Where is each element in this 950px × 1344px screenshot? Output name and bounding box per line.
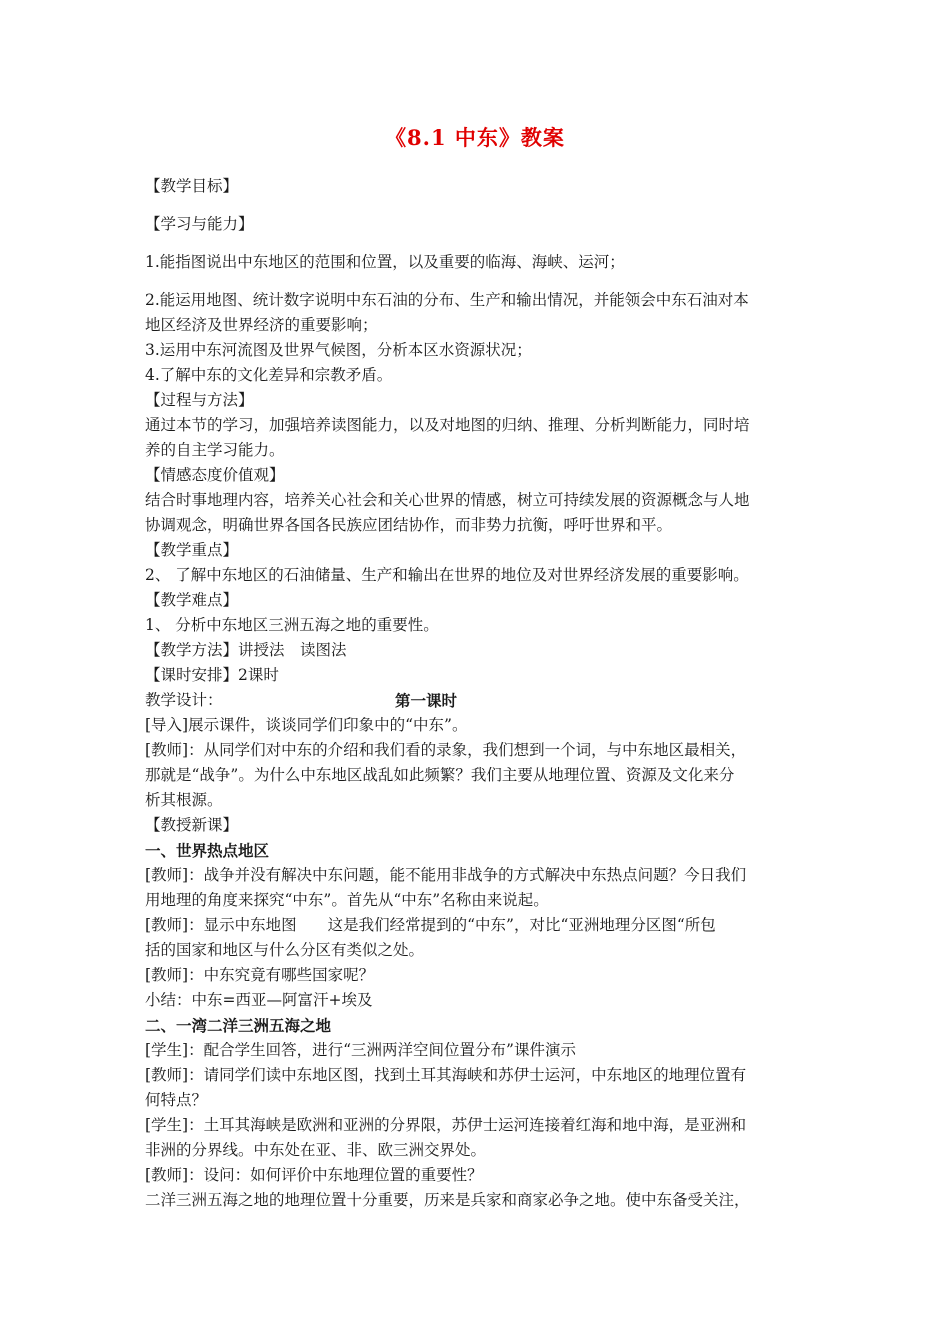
document-title: 《8.1 中东》教案 bbox=[385, 125, 565, 150]
paragraph-line: 用地理的角度来探究“中东”。首先从“中东”名称由来说起。 bbox=[145, 891, 549, 909]
first-lesson-title: 第一课时 bbox=[395, 691, 458, 710]
heading-attitude-values: 【情感态度价值观】 bbox=[145, 466, 285, 484]
paragraph-line: [教师]：中东究竟有哪些国家呢？ bbox=[145, 966, 375, 984]
paragraph-line: 3.运用中东河流图及世界气候图，分析本区水资源状况； bbox=[145, 341, 532, 359]
paragraph-line: 养的自主学习能力。 bbox=[145, 441, 285, 459]
document-body bbox=[145, 174, 815, 1213]
heading-new-lesson: 【教授新课】 bbox=[145, 816, 239, 834]
teaching-methods-line: 【教学方法】讲授法 读图法 bbox=[145, 641, 347, 659]
section-heading-1: 一、世界热点地区 bbox=[145, 841, 270, 860]
paragraph-line: [学生]：土耳其海峡是欧洲和亚洲的分界限，苏伊士运河连接着红海和地中海，是亚洲和 bbox=[145, 1116, 747, 1134]
paragraph-line: 2、 了解中东地区的石油储量、生产和输出在世界的地位及对世界经济发展的重要影响。 bbox=[145, 566, 749, 584]
heading-learning-ability: 【学习与能力】 bbox=[145, 215, 254, 233]
paragraph-line: 那就是“战争”。为什么中东地区战乱如此频繁？我们主要从地理位置、资源及文化来分 bbox=[145, 766, 735, 784]
paragraph-line: [教师]：设问：如何评价中东地理位置的重要性？ bbox=[145, 1166, 483, 1184]
paragraph-line: 通过本节的学习，加强培养读图能力，以及对地图的归纳、推理、分析判断能力，同时培 bbox=[145, 416, 750, 434]
paragraph-line: 括的国家和地区与什么分区有类似之处。 bbox=[145, 941, 425, 959]
paragraph-line: 1、 分析中东地区三洲五海之地的重要性。 bbox=[145, 616, 439, 634]
paragraph-line: [教师]：显示中东地图 这是我们经常提到的“中东”，对比“亚洲地理分区图“所包 bbox=[145, 916, 716, 934]
paragraph-line: 1.能指图说出中东地区的范围和位置，以及重要的临海、海峡、运河； bbox=[145, 253, 625, 271]
lesson-design-row bbox=[145, 688, 815, 713]
paragraph-line: [教师]：战争并没有解决中东问题，能不能用非战争的方式解决中东热点问题？今日我们 bbox=[145, 866, 747, 884]
paragraph-line: 小结：中东=西亚—阿富汗+埃及 bbox=[145, 991, 373, 1009]
paragraph-line: 二洋三洲五海之地的地理位置十分重要，历来是兵家和商家必争之地。使中东备受关注， bbox=[145, 1191, 750, 1209]
paragraph-line: [教师]：从同学们对中东的介绍和我们看的录象，我们想到一个词，与中东地区最相关， bbox=[145, 741, 747, 759]
paragraph-line: 结合时事地理内容，培养关心社会和关心世界的情感，树立可持续发展的资源概念与人地 bbox=[145, 491, 750, 509]
paragraph-line: [教师]：请同学们读中东地区图，找到土耳其海峡和苏伊士运河，中东地区的地理位置有 bbox=[145, 1066, 747, 1084]
heading-key-points: 【教学重点】 bbox=[145, 541, 239, 559]
heading-process-method: 【过程与方法】 bbox=[145, 391, 254, 409]
lesson-design-label: 教学设计： bbox=[145, 691, 223, 709]
paragraph-line: 何特点？ bbox=[145, 1091, 208, 1109]
heading-difficulties: 【教学难点】 bbox=[145, 591, 239, 609]
heading-teaching-goals: 【教学目标】 bbox=[145, 177, 239, 195]
paragraph-line: 2.能运用地图、统计数字说明中东石油的分布、生产和输出情况，并能领会中东石油对本 bbox=[145, 291, 749, 309]
section-heading-2: 二、一湾二洋三洲五海之地 bbox=[145, 1016, 332, 1035]
paragraph-line: 地区经济及世界经济的重要影响； bbox=[145, 316, 378, 334]
paragraph-line: 非洲的分界线。中东处在亚、非、欧三洲交界处。 bbox=[145, 1141, 487, 1159]
paragraph-line: 析其根源。 bbox=[145, 791, 223, 809]
paragraph-line: 4.了解中东的文化差异和宗教矛盾。 bbox=[145, 366, 393, 384]
paragraph-line: 协调观念，明确世界各国各民族应团结协作，而非势力抗衡，呼吁世界和平。 bbox=[145, 516, 673, 534]
paragraph-line: [学生]：配合学生回答，进行“三洲两洋空间位置分布”课件演示 bbox=[145, 1041, 576, 1059]
paragraph-line: [导入]展示课件，谈谈同学们印象中的“中东”。 bbox=[145, 716, 468, 734]
schedule-line: 【课时安排】2课时 bbox=[145, 666, 279, 684]
